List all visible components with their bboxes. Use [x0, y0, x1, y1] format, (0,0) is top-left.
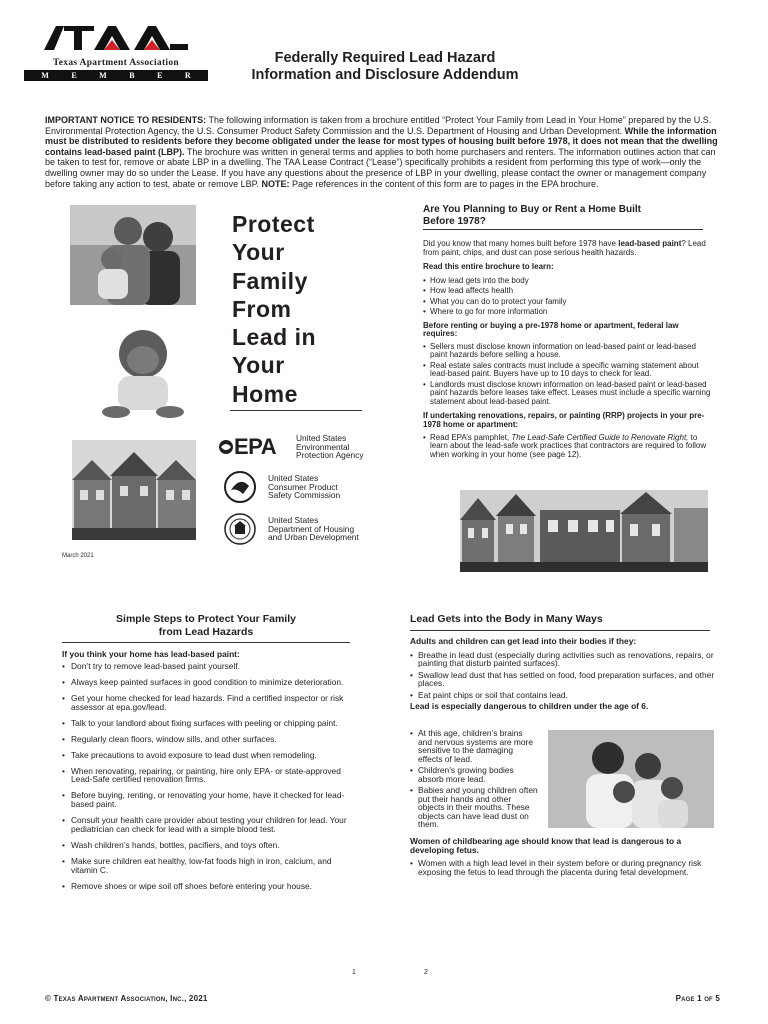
notice-text: Page references in the content of this form are to pages in the EPA brochure. — [289, 178, 599, 189]
list-item: • Consult your health care provider about testing your children for lead. Your pediatrician can check for lead with a simple blood test. — [62, 816, 350, 834]
body-title: Lead Gets into the Body in Many Ways — [410, 613, 603, 625]
notice-lead: IMPORTANT NOTICE TO RESIDENTS: — [45, 115, 207, 125]
before-heading: Before renting or buying a pre-1978 home or apartment, federal law requires: — [423, 320, 679, 339]
agency-line: United States — [296, 433, 347, 444]
intro-text: Did you know that many homes built before 1978 have — [423, 239, 619, 248]
planning-body — [423, 240, 713, 461]
list-item: • Get your home checked for lead hazards. Find a certified inspector or risk assessor at epa.gov/lead. — [62, 694, 350, 712]
planning-intro — [423, 240, 713, 257]
hud-seal-icon — [218, 512, 262, 546]
baby-photo — [90, 318, 196, 422]
mother-children-photo — [548, 730, 714, 828]
list-item: • Remove shoes or wipe soil off shoes before entering your house. — [62, 882, 350, 891]
list-item: • Wash children’s hands, bottles, pacifiers, and toys often. — [62, 841, 350, 850]
list-item: • Landlords must disclose known information on lead-based paint or lead-based paint hazards before leases take effect. Leases must include a specific warning statement about lead-based paint. — [423, 381, 713, 407]
important-notice — [45, 115, 725, 189]
agency-line: and Urban Development — [268, 532, 359, 543]
headline-line: From — [232, 295, 292, 322]
member-letter: E — [157, 71, 163, 80]
steps-divider — [62, 642, 350, 643]
brochure-date: March 2021 — [62, 553, 94, 559]
page-number: 1 — [352, 969, 356, 976]
list-item: • Eat paint chips or soil that contains lead. — [410, 691, 716, 700]
list-item: • Breathe in lead dust (especially during activities such as renovations, repairs, or painting that disturb painted surfaces). — [410, 651, 716, 668]
agency-line: Consumer Product — [268, 481, 338, 492]
intro-bold: lead-based paint — [618, 239, 682, 248]
houses-photo — [72, 440, 196, 540]
brochure-headline — [232, 210, 382, 408]
list-item: • Don’t try to remove lead-based paint yourself. — [62, 662, 350, 671]
headline-line: Family — [232, 267, 308, 294]
adults-list — [410, 651, 716, 700]
epa-agency — [218, 430, 364, 464]
list-item: • Make sure children eat healthy, low-fat foods high in iron, calcium, and vitamin C. — [62, 857, 350, 875]
women-heading: Women of childbearing age should know that lead is dangerous to a developing fetus. — [410, 836, 682, 855]
list-item: • Regularly clean floors, window sills, and other surfaces. — [62, 735, 350, 744]
list-item: • Swallow lead dust that has settled on food, food preparation surfaces, and other places. — [410, 671, 716, 688]
list-item: • How lead gets into the body — [423, 277, 713, 286]
agency-name — [268, 516, 359, 542]
list-item: • Real estate sales contracts must include a specific warning statement about lead-based paint. Buyers have up to 10 days to check for lead. — [423, 362, 713, 379]
agency-line: Protection Agency — [296, 450, 364, 461]
rrp-text: Read EPA’s pamphlet, — [430, 432, 512, 442]
agency-name — [268, 474, 340, 500]
street-houses-photo — [460, 490, 708, 572]
women-list — [410, 859, 716, 876]
children-list — [410, 729, 538, 829]
list-item: • What you can do to protect your family — [423, 298, 713, 307]
agency-line: United States — [268, 473, 319, 484]
epa-wordmark: EPA — [234, 434, 277, 459]
before-list — [423, 343, 713, 407]
notice-bold: While the information must be distributed to residents before they become obligated under the lease for most types of housing built before 1978, it does not mean that the dwelling contains lead-based paint (LBP). — [45, 125, 718, 157]
list-item: • Always keep painted surfaces in good condition to minimize deterioration. — [62, 678, 350, 687]
steps-body — [62, 650, 350, 898]
agency-name — [296, 434, 364, 460]
list-item: • Babies and young children often put their hands and other objects in their mouths. These objects can have lead dust on them. — [410, 786, 538, 829]
headline-line: Home — [232, 380, 298, 407]
adults-heading: Adults and children can get lead into their bodies if they: — [410, 636, 637, 646]
list-item: • How lead affects health — [423, 287, 713, 296]
family-photo — [70, 205, 196, 305]
intro-text: ? Lead from paint, chips, and dust can pose serious health hazards. — [423, 239, 706, 257]
taa-logo-mark — [42, 24, 190, 52]
list-item: • At this age, children’s brains and nervous systems are more sensitive to the damaging effects of lead. — [410, 729, 538, 763]
steps-title-line: Simple Steps to Protect Your Family — [116, 613, 296, 625]
list-item: • Sellers must disclose known information on lead-based paint or lead-based paint hazards before selling a house. — [423, 343, 713, 360]
children-heading: Lead is especially dangerous to children under the age of 6. — [410, 701, 649, 711]
list-item: • Talk to your landlord about fixing surfaces with peeling or chipping paint. — [62, 719, 350, 728]
list-item — [423, 434, 713, 460]
notice-note-label: NOTE: — [261, 178, 290, 189]
rrp-title: The Lead-Safe Certified Guide to Renovate Right, — [511, 432, 689, 442]
member-letter: B — [129, 71, 135, 80]
notice-text: The following information is taken from a brochure entitled “Protect Your Family from Lead in Your Home” prepared by the U.S. Environmental Protection Agency, the U.S. Consumer Product Safety Commission and the U.S. Department of Housing and Urban Development. — [45, 115, 712, 136]
list-item: • When renovating, repairing, or painting, hire only EPA- or state-approved Lead-Safe certified renovation firms. — [62, 767, 350, 785]
planning-heading — [423, 204, 703, 228]
hud-agency — [218, 512, 359, 546]
rrp-list — [423, 434, 713, 460]
list-item: • Take precautions to avoid exposure to lead dust when remodeling. — [62, 751, 350, 760]
agency-line: Environmental — [296, 441, 350, 452]
member-letter: E — [71, 71, 77, 80]
agency-line: Department of Housing — [268, 523, 355, 534]
body-women — [410, 837, 716, 879]
document-title — [215, 50, 555, 84]
notice-text: The brochure was written in general terms and applies to both home purchasers and renters. The information outlines action that can be taken to test for, remove or abate LBP in a dwelling. The TAA Lease Contract (“Lease”) specifically prohibits a resident from performing this type of work—only the dwelling owner may do so under the Lease. If you have any questions about the presence of LBP in your dwelling, please contact the owner or management company before taking any action to test, abate or remove LBP. — [45, 146, 716, 189]
agency-line: Safety Commission — [268, 490, 341, 501]
headline-line: Your — [232, 352, 285, 379]
steps-title-line: from Lead Hazards — [158, 626, 254, 638]
planning-heading-line: Before 1978? — [423, 216, 486, 227]
list-item: • Children’s growing bodies absorb more lead. — [410, 766, 538, 783]
steps-subheading: If you think your home has lead-based paint: — [62, 649, 240, 659]
cpsc-agency — [218, 470, 340, 504]
member-bar — [24, 70, 208, 81]
footer-page-count: Page 1 of 5 — [675, 994, 720, 1003]
list-item: • Women with a high lead level in their system before or during pregnancy risk exposing the fetus to lead through the placenta during fetal development. — [410, 859, 716, 876]
epa-logo-icon — [218, 430, 290, 464]
taa-name: Texas Apartment Association — [53, 58, 179, 68]
member-letter: R — [184, 71, 191, 80]
body-divider — [410, 630, 710, 631]
headline-line: Lead in — [232, 324, 317, 351]
steps-title — [62, 613, 350, 639]
page-number: 2 — [424, 969, 428, 976]
planning-divider — [423, 229, 703, 230]
list-item: • Where to go for more information — [423, 308, 713, 317]
member-letter: M — [41, 71, 49, 80]
body-children — [410, 729, 538, 832]
headline-line: Your — [232, 239, 285, 266]
rrp-text: to learn about the lead-safe work practices that contractors are required to follow when working in your home (see page 12). — [430, 432, 707, 459]
body-adults — [410, 637, 716, 714]
steps-list — [62, 662, 350, 891]
headline-divider — [230, 410, 362, 411]
headline-line: Protect — [232, 211, 315, 237]
list-item: • Before buying, renting, or renovating your home, have it checked for lead-based paint. — [62, 791, 350, 809]
agency-line: United States — [268, 515, 319, 526]
read-list — [423, 277, 713, 317]
document-title-line: Information and Disclosure Addendum — [251, 67, 519, 83]
cpsc-seal-icon — [218, 470, 262, 504]
taa-logo — [24, 20, 208, 84]
member-letter: M — [99, 71, 107, 80]
footer-copyright: © Texas Apartment Association, Inc., 2021 — [45, 994, 208, 1003]
planning-heading-line: Are You Planning to Buy or Rent a Home Built — [423, 204, 641, 215]
read-heading: Read this entire brochure to learn: — [423, 262, 554, 272]
document-title-line: Federally Required Lead Hazard — [274, 50, 496, 66]
rrp-heading: If undertaking renovations, repairs, or painting (RRP) projects in your pre-1978 home or apartment: — [423, 411, 705, 430]
